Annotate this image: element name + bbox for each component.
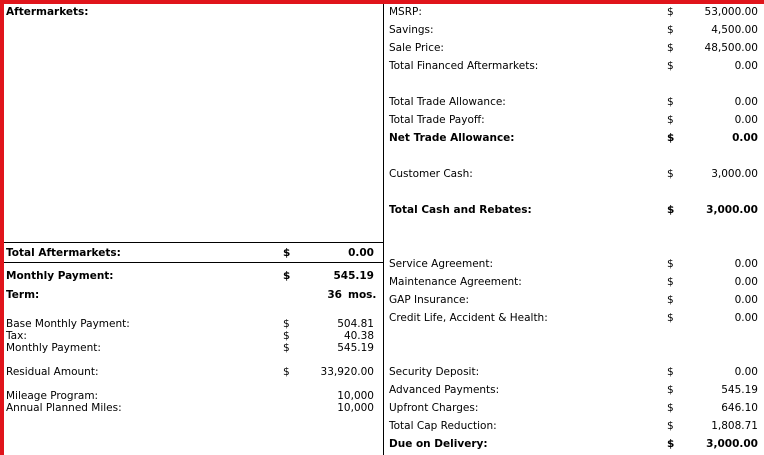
due-on-delivery-value: 3,000.00: [706, 438, 758, 450]
dollar-sign: $: [667, 258, 674, 270]
total-cash-rebates-value: 3,000.00: [706, 204, 758, 216]
maintenance-agreement-label: Maintenance Agreement:: [389, 276, 522, 288]
dollar-sign: $: [667, 402, 674, 414]
total-cash-rebates-label: Total Cash and Rebates:: [389, 204, 532, 216]
dollar-sign: $: [283, 342, 290, 354]
red-left-border: [0, 0, 4, 455]
red-top-border: [0, 0, 764, 4]
residual-amount-value: 33,920.00: [320, 366, 374, 378]
dollar-sign: $: [667, 42, 674, 54]
dollar-sign: $: [667, 60, 674, 72]
dollar-sign: $: [667, 24, 674, 36]
dollar-sign: $: [667, 96, 674, 108]
column-divider: [383, 4, 384, 455]
maintenance-agreement-value: 0.00: [734, 276, 758, 288]
upfront-charges-value: 646.10: [721, 402, 758, 414]
dollar-sign: $: [667, 114, 674, 126]
annual-planned-miles-value: 10,000: [337, 402, 374, 414]
advanced-payments-value: 545.19: [721, 384, 758, 396]
credit-life-label: Credit Life, Accident & Health:: [389, 312, 548, 324]
msrp-label: MSRP:: [389, 6, 422, 18]
msrp-value: 53,000.00: [704, 6, 758, 18]
tax-label: Tax:: [6, 330, 27, 342]
term-unit: mos.: [348, 289, 377, 301]
dollar-sign: $: [667, 132, 675, 144]
service-agreement-value: 0.00: [734, 258, 758, 270]
dollar-sign: $: [667, 366, 674, 378]
total-trade-payoff-value: 0.00: [734, 114, 758, 126]
total-trade-allowance-label: Total Trade Allowance:: [389, 96, 506, 108]
upfront-charges-label: Upfront Charges:: [389, 402, 479, 414]
savings-label: Savings:: [389, 24, 434, 36]
dollar-sign: $: [283, 318, 290, 330]
monthly-payment-breakdown-label: Monthly Payment:: [6, 342, 101, 354]
gap-insurance-label: GAP Insurance:: [389, 294, 470, 306]
dollar-sign: $: [667, 438, 675, 450]
dollar-sign: $: [283, 330, 290, 342]
dollar-sign: $: [667, 168, 674, 180]
total-cap-reduction-label: Total Cap Reduction:: [389, 420, 497, 432]
tax-value: 40.38: [343, 330, 374, 342]
security-deposit-value: 0.00: [734, 366, 758, 378]
dollar-sign: $: [667, 6, 674, 18]
dollar-sign: $: [283, 247, 291, 259]
net-trade-allowance-label: Net Trade Allowance:: [389, 132, 515, 144]
sale-price-label: Sale Price:: [389, 42, 444, 54]
base-monthly-payment-value: 504.81: [337, 318, 374, 330]
net-trade-allowance-value: 0.00: [732, 132, 758, 144]
total-cap-reduction-value: 1,808.71: [711, 420, 758, 432]
dollar-sign: $: [667, 312, 674, 324]
dollar-sign: $: [667, 294, 674, 306]
advanced-payments-label: Advanced Payments:: [389, 384, 500, 396]
total-financed-aftermarkets-value: 0.00: [734, 60, 758, 72]
customer-cash-label: Customer Cash:: [389, 168, 473, 180]
base-monthly-payment-label: Base Monthly Payment:: [6, 318, 130, 330]
dollar-sign: $: [667, 204, 675, 216]
savings-value: 4,500.00: [711, 24, 758, 36]
credit-life-value: 0.00: [734, 312, 758, 324]
residual-amount-label: Residual Amount:: [6, 366, 99, 378]
mileage-program-label: Mileage Program:: [6, 390, 99, 402]
annual-planned-miles-label: Annual Planned Miles:: [6, 402, 122, 414]
sale-price-value: 48,500.00: [704, 42, 758, 54]
total-trade-allowance-value: 0.00: [734, 96, 758, 108]
term-label: Term:: [6, 289, 40, 301]
monthly-payment-label: Monthly Payment:: [6, 270, 114, 282]
payment-divider: [4, 262, 383, 263]
dollar-sign: $: [283, 270, 291, 282]
due-on-delivery-label: Due on Delivery:: [389, 438, 488, 450]
total-aftermarkets-value: 0.00: [348, 247, 374, 259]
dollar-sign: $: [283, 366, 290, 378]
security-deposit-label: Security Deposit:: [389, 366, 480, 378]
total-financed-aftermarkets-label: Total Financed Aftermarkets:: [389, 60, 539, 72]
dollar-sign: $: [667, 420, 674, 432]
monthly-payment-breakdown-value: 545.19: [337, 342, 374, 354]
total-trade-payoff-label: Total Trade Payoff:: [389, 114, 485, 126]
mileage-program-value: 10,000: [337, 390, 374, 402]
dollar-sign: $: [667, 276, 674, 288]
dollar-sign: $: [667, 384, 674, 396]
monthly-payment-value: 545.19: [333, 270, 374, 282]
customer-cash-value: 3,000.00: [711, 168, 758, 180]
aftermarkets-heading: Aftermarkets:: [6, 6, 89, 18]
service-agreement-label: Service Agreement:: [389, 258, 493, 270]
term-value: 36: [327, 289, 342, 301]
aftermarkets-divider: [4, 242, 383, 243]
total-aftermarkets-label: Total Aftermarkets:: [6, 247, 121, 259]
gap-insurance-value: 0.00: [734, 294, 758, 306]
